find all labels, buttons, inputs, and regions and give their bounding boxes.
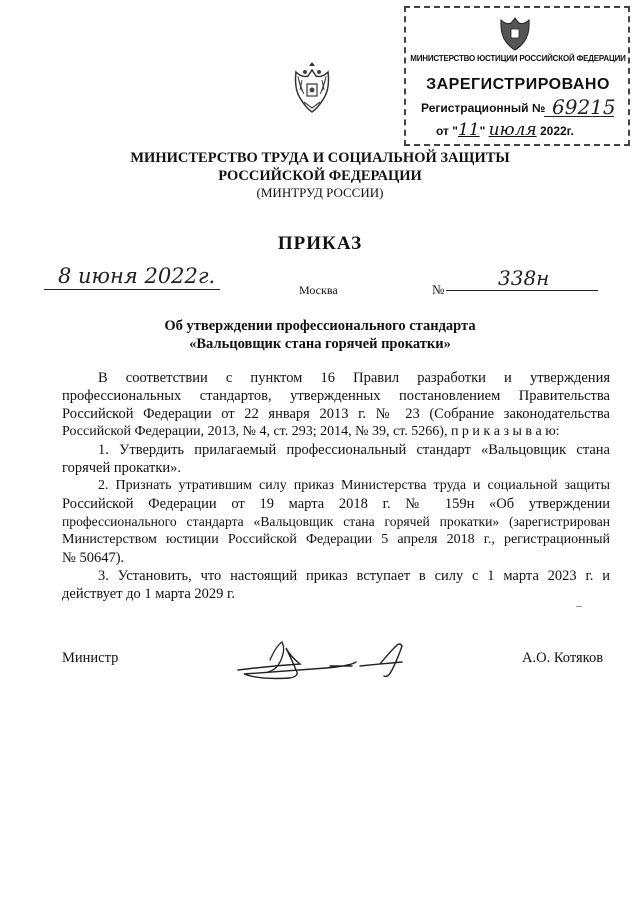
body-line: профессионального стандарта «Вальцовщик стана горячей прокатки» (зарегистрирован: [62, 514, 610, 529]
ministry-name-line1: МИНИСТЕРСТВО ТРУДА И СОЦИАЛЬНОЙ ЗАЩИТЫ: [130, 150, 510, 166]
body-line: Российской Федерации, 2013, № 4, ст. 293; 2014, № 39, ст. 5266), п р и к а з ы в а ю:: [62, 424, 560, 439]
body-line: профессиональных стандартов, утвержденных постановлением Правительства: [62, 388, 610, 404]
stamp-date-prefix: от ": [436, 124, 458, 138]
body-line: Российской Федерации от 19 марта 2018 г. № 159н «Об утверждении: [62, 496, 610, 512]
body-line: действует до 1 марта 2029 г.: [62, 586, 235, 602]
date-underline: [44, 289, 220, 290]
coat-of-arms-emblem: [290, 58, 334, 116]
stamp-date-day: 11: [457, 120, 480, 140]
body-line: Министерством юстиции Российской Федерации 5 апреля 2018 г., регистрационный: [62, 532, 610, 547]
signer-position: Министр: [62, 650, 119, 666]
body-line: 3. Установить, что настоящий приказ вступает в силу с 1 марта 2023 г. и: [98, 568, 610, 584]
stamp-registration-label: Регистрационный №: [421, 101, 546, 115]
ministry-name-line2: РОССИЙСКОЙ ФЕДЕРАЦИИ: [218, 168, 422, 184]
scan-mark: [576, 606, 582, 607]
stamp-registered-text: ЗАРЕГИСТРИРОВАНО: [426, 76, 610, 93]
ministry-short-name: (МИНТРУД РОССИИ): [256, 185, 384, 200]
body-line: В соответствии с пунктом 16 Правил разработки и утверждения: [98, 370, 610, 386]
body-line: 1. Утвердить прилагаемый профессиональный стандарт «Вальцовщик стана: [98, 442, 610, 458]
body-line: № 50647).: [62, 550, 125, 566]
order-title-line2: «Вальцовщик стана горячей прокатки»: [189, 336, 451, 352]
order-date-handwritten: 8 июня 2022г.: [58, 264, 216, 288]
number-underline: [446, 290, 598, 291]
body-line: 2. Признать утратившим силу приказ Министерства труда и социальной защиты: [98, 478, 610, 493]
handwritten-signature: [230, 636, 420, 682]
city: Москва: [299, 283, 338, 297]
signer-name: А.О. Котяков: [522, 650, 604, 666]
stamp-registration-number: 69215: [552, 95, 616, 119]
order-number-handwritten: 338н: [498, 266, 550, 290]
body-line: Российской Федерации от 22 января 2013 г. № 23 (Собрание законодательства: [62, 406, 610, 422]
stamp-date: [436, 120, 574, 140]
stamp-date-quote: ": [479, 124, 486, 138]
order-title-line1: Об утверждении профессионального стандарта: [164, 318, 476, 334]
body-line: горячей прокатки».: [62, 460, 182, 476]
document-type-title: ПРИКАЗ: [277, 233, 363, 254]
stamp-emblem-icon: [497, 12, 533, 52]
stamp-number-underline: [544, 116, 614, 117]
number-sign: №: [432, 282, 445, 297]
stamp-date-year: 2022г.: [539, 124, 574, 138]
stamp-ministry-text: МИНИСТЕРСТВО ЮСТИЦИИ РОССИЙСКОЙ ФЕДЕРАЦИИ: [410, 54, 626, 63]
stamp-date-month: июля: [488, 120, 537, 140]
